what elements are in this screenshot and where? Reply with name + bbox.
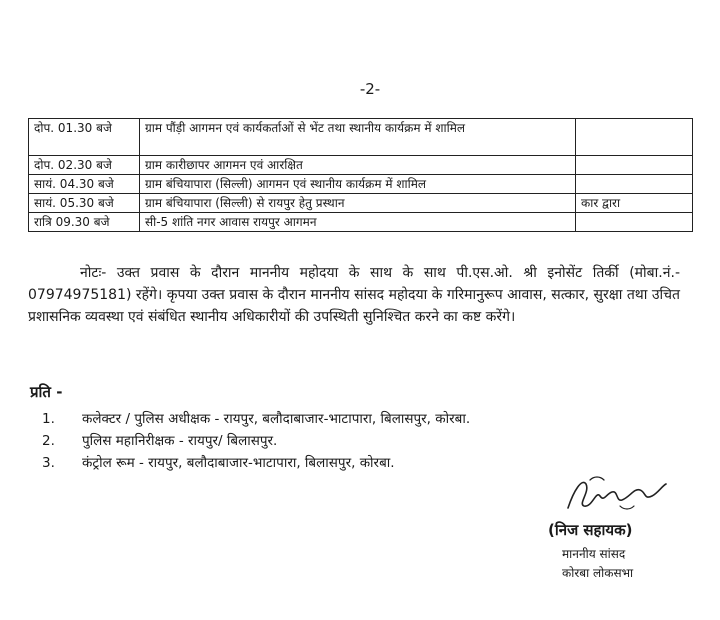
page-number: -2- [359,80,381,98]
copy-to-list [42,408,470,474]
schedule-mode [576,213,693,232]
list-item [42,452,470,474]
handwritten-signature [560,470,670,520]
signatory-office: कोरबा लोकसभा [562,566,634,580]
schedule-table [28,118,693,232]
list-item-text: कंट्रोल रूम - रायपुर, बलौदाबाजार-भाटापारा, बिलासपुर, कोरबा. [82,455,395,471]
schedule-row [29,194,693,213]
schedule-description: ग्राम पौंड़ी आगमन एवं कार्यकर्ताओं से भेंट तथा स्थानीय कार्यक्रम में शामिल [140,119,576,156]
schedule-row [29,213,693,232]
schedule-description: ग्राम बंचियापारा (सिल्ली) से रायपुर हेतु प्रस्थान [140,194,576,213]
note-paragraph [28,262,680,328]
schedule-time: रात्रि 09.30 बजे [29,213,140,232]
list-item-text: पुलिस महानिरीक्षक - रायपुर/ बिलासपुर. [82,433,278,449]
schedule-row [29,156,693,175]
list-item-number: 2. [42,433,55,449]
schedule-row [29,119,693,156]
schedule-description: ग्राम कारीछापर आगमन एवं आरक्षित [140,156,576,175]
list-item-text: कलेक्टर / पुलिस अधीक्षक - रायपुर, बलौदाबाजार-भाटापारा, बिलासपुर, कोरबा. [82,411,471,427]
list-item [42,408,470,430]
schedule-mode [576,156,693,175]
schedule-row [29,175,693,194]
schedule-mode: कार द्वारा [576,194,693,213]
schedule-time: सायं. 04.30 बजे [29,175,140,194]
signatory-title: माननीय सांसद [562,547,626,561]
schedule-time: सायं. 05.30 बजे [29,194,140,213]
list-item-number: 1. [42,411,55,427]
schedule-time: दोप. 02.30 बजे [29,156,140,175]
schedule-time: दोप. 01.30 बजे [29,119,140,156]
schedule-description: सी-5 शांति नगर आवास रायपुर आगमन [140,213,576,232]
schedule-description: ग्राम बंचियापारा (सिल्ली) आगमन एवं स्थानीय कार्यक्रम में शामिल [140,175,576,194]
list-item-number: 3. [42,455,55,471]
note-text: नोटः- उक्त प्रवास के दौरान माननीय महोदया के साथ के साथ पी.एस.ओ. श्री इनोसेंट तिर्की (मोबा.नं.- 07974975181) रहेंगे। कृपया उक्त प्रवास के दौरान माननीय सांसद महोदया के गरिमानुरूप आवास, सत्कार, सुरक्षा तथा उचित प्रशासनिक व्यवस्था एवं संबंधित स्थानीय अधिकारीयों की उपस्थिती सुनिश्चित करने का कष्ट करेंगे। [28,265,680,325]
signatory-name: (निज सहायक) [548,521,633,539]
schedule-mode [576,119,693,156]
schedule-mode [576,175,693,194]
list-item [42,430,470,452]
copy-to-heading: प्रति - [30,383,63,401]
